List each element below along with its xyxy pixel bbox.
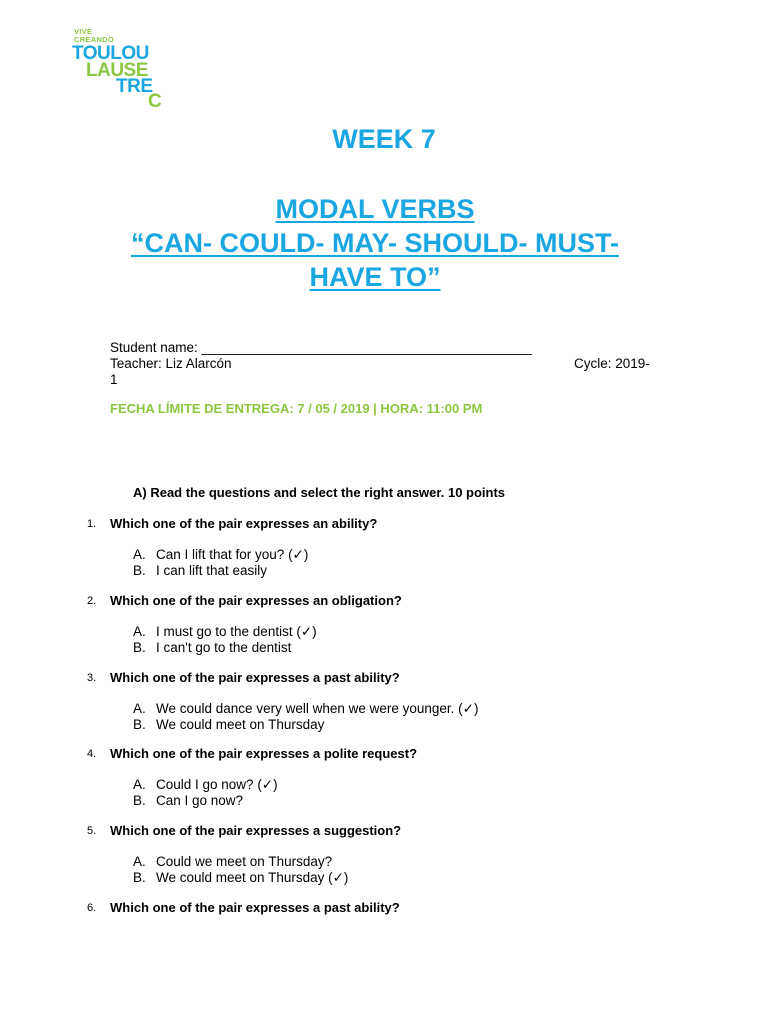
title-line: “CAN- COULD- MAY- SHOULD- MUST-: [131, 228, 619, 258]
option-text: Could we meet on Thursday?: [156, 854, 333, 869]
option-letter: B.: [133, 717, 146, 732]
question-text: Which one of the pair expresses an obligation?: [110, 593, 402, 608]
cycle-wrap: 1: [110, 372, 118, 387]
option-letter: A.: [133, 547, 146, 562]
option-letter: B.: [133, 870, 146, 885]
week-heading: WEEK 7: [332, 124, 436, 154]
option-text: We could meet on Thursday (✓): [156, 870, 349, 885]
logo-tagline: VIVE: [74, 27, 93, 36]
option-text: We could dance very well when we were younger. (✓): [156, 701, 479, 716]
question-text: Which one of the pair expresses a polite request?: [110, 746, 418, 761]
option-letter: A.: [133, 777, 146, 792]
question-number: 2.: [87, 595, 97, 607]
logo-word: C: [148, 91, 162, 112]
option-text: I can't go to the dentist: [156, 640, 292, 655]
logo-word: LAUSE: [86, 60, 148, 81]
page-title: [80, 192, 670, 294]
title-line: MODAL VERBS: [275, 194, 475, 224]
logo-tagline: CREANDO: [74, 35, 115, 44]
logo-word: TRE: [116, 76, 153, 97]
question-text: Which one of the pair expresses a suggestion?: [110, 823, 402, 838]
question-number: 4.: [87, 748, 97, 760]
option-letter: B.: [133, 563, 146, 578]
deadline-banner: FECHA LÍMITE DE ENTREGA: 7 / 05 / 2019 | HORA: 11:00 PM: [110, 401, 483, 416]
student-name-field[interactable]: Student name: ____________________________________________: [110, 340, 532, 355]
option-letter: A.: [133, 701, 146, 716]
option-text: Can I go now?: [156, 793, 244, 808]
section-heading: A) Read the questions and select the right answer. 10 points: [133, 485, 506, 500]
option-letter: A.: [133, 854, 146, 869]
question-number: 5.: [87, 825, 97, 837]
option-letter: B.: [133, 640, 146, 655]
question-number: 6.: [87, 902, 97, 914]
question-text: Which one of the pair expresses an ability?: [110, 516, 378, 531]
option-text: Can I lift that for you? (✓): [156, 547, 309, 562]
option-text: Could I go now? (✓): [156, 777, 278, 792]
cycle-label: Cycle: 2019-: [574, 356, 650, 371]
teacher-name: Teacher: Liz Alarcón: [110, 356, 232, 371]
question-text: Which one of the pair expresses a past ability?: [110, 900, 400, 915]
school-logo: [72, 28, 172, 110]
question-number: 1.: [87, 518, 97, 530]
option-text: I must go to the dentist (✓): [156, 624, 317, 639]
option-letter: A.: [133, 624, 146, 639]
option-text: I can lift that easily: [156, 563, 268, 578]
title-line: HAVE TO”: [309, 262, 441, 292]
question-text: Which one of the pair expresses a past ability?: [110, 670, 400, 685]
logo-word: TOULOU: [72, 43, 149, 64]
question-number: 3.: [87, 672, 97, 684]
option-letter: B.: [133, 793, 146, 808]
option-text: We could meet on Thursday: [156, 717, 325, 732]
